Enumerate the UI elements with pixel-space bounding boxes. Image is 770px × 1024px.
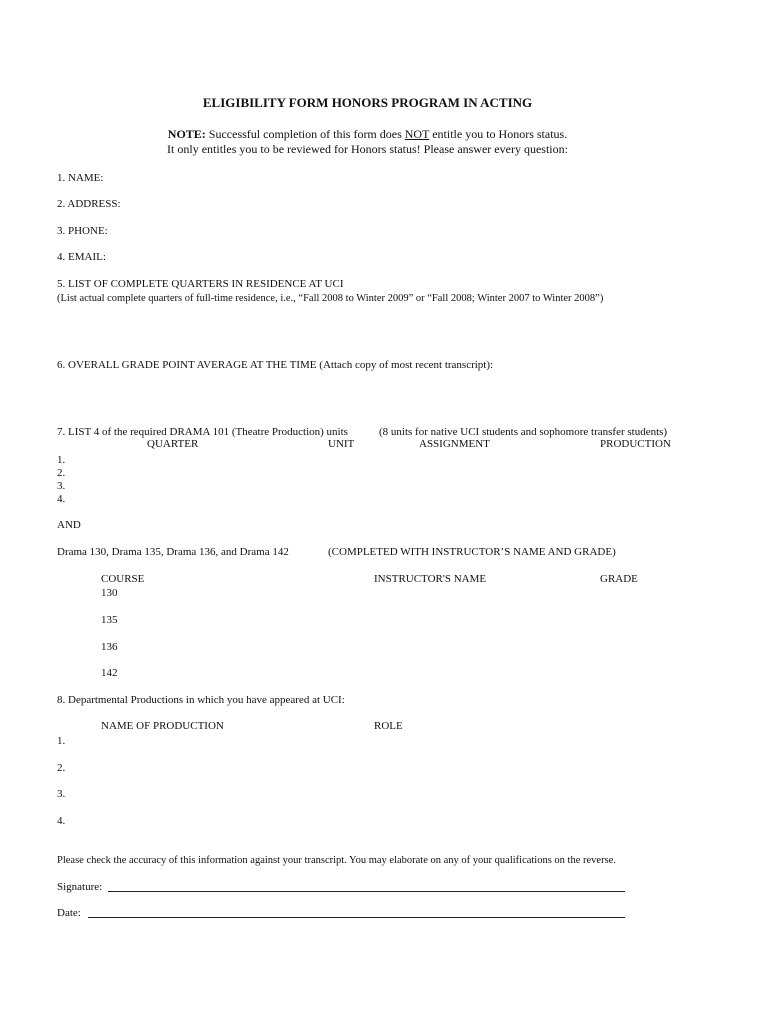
note-emphasis: NOT xyxy=(404,127,430,141)
header-assignment: ASSIGNMENT xyxy=(419,438,490,450)
address-field-label: 2. ADDRESS: xyxy=(57,198,121,210)
note-label: NOTE: xyxy=(167,127,206,141)
production-row-1: 1. xyxy=(57,735,66,747)
header-role: ROLE xyxy=(374,720,403,732)
header-course: COURSE xyxy=(101,573,145,585)
production-row-3: 3. xyxy=(57,788,66,800)
drama-courses-note: (COMPLETED WITH INSTRUCTOR’S NAME AND GRADE) xyxy=(328,546,616,558)
date-line[interactable] xyxy=(88,917,625,918)
production-row-4: 4. xyxy=(57,815,66,827)
header-production-name: NAME OF PRODUCTION xyxy=(101,720,224,732)
course-130: 130 xyxy=(101,587,118,599)
header-production: PRODUCTION xyxy=(600,438,671,450)
date-label: Date: xyxy=(57,907,81,919)
header-instructor-name: INSTRUCTOR'S NAME xyxy=(374,573,487,585)
production-row-2: 2. xyxy=(57,762,66,774)
and-label: AND xyxy=(57,519,81,531)
form-title: ELIGIBILITY FORM HONORS PROGRAM IN ACTING xyxy=(202,95,533,110)
header-unit: UNIT xyxy=(328,438,355,450)
quarters-in-residence-label: 5. LIST OF COMPLETE QUARTERS IN RESIDENCE AT UCI xyxy=(57,278,344,290)
accuracy-check-text: Please check the accuracy of this information against your transcript. You may elaborate on any of your qualifications on the reverse. xyxy=(57,855,616,866)
phone-field-label: 3. PHONE: xyxy=(57,225,108,237)
drama101-row-1: 1. xyxy=(57,454,66,466)
header-grade: GRADE xyxy=(600,573,638,585)
productions-label: 8. Departmental Productions in which you have appeared at UCI: xyxy=(57,694,345,706)
drama101-label: 7. LIST 4 of the required DRAMA 101 (Theatre Production) units xyxy=(57,426,348,438)
name-field-label: 1. NAME: xyxy=(57,172,104,184)
gpa-label: 6. OVERALL GRADE POINT AVERAGE AT THE TIME (Attach copy of most recent transcript): xyxy=(57,359,494,371)
header-quarter: QUARTER xyxy=(147,438,199,450)
signature-label: Signature: xyxy=(57,881,103,893)
note-text-after: entitle you to Honors status. xyxy=(429,127,568,141)
drama101-note: (8 units for native UCI students and sophomore transfer students) xyxy=(379,426,668,438)
drama101-row-2: 2. xyxy=(57,467,66,479)
email-field-label: 4. EMAIL: xyxy=(57,251,106,263)
signature-line[interactable] xyxy=(108,891,625,892)
note-text-before: Successful completion of this form does xyxy=(205,127,405,141)
note-line-2: It only entitles you to be reviewed for Honors status! Please answer every question: xyxy=(167,142,568,156)
quarters-in-residence-hint: (List actual complete quarters of full-time residence, i.e., “Fall 2008 to Winter 2009” or “Fall 2008; Winter 2007 to Winter 2008”) xyxy=(57,293,604,304)
drama101-row-4: 4. xyxy=(57,493,66,505)
course-135: 135 xyxy=(101,614,118,626)
drama-courses-line: Drama 130, Drama 135, Drama 136, and Drama 142 xyxy=(57,546,289,558)
course-142: 142 xyxy=(101,667,118,679)
course-136: 136 xyxy=(101,641,118,653)
drama101-row-3: 3. xyxy=(57,480,66,492)
note-line-1 xyxy=(0,128,735,141)
